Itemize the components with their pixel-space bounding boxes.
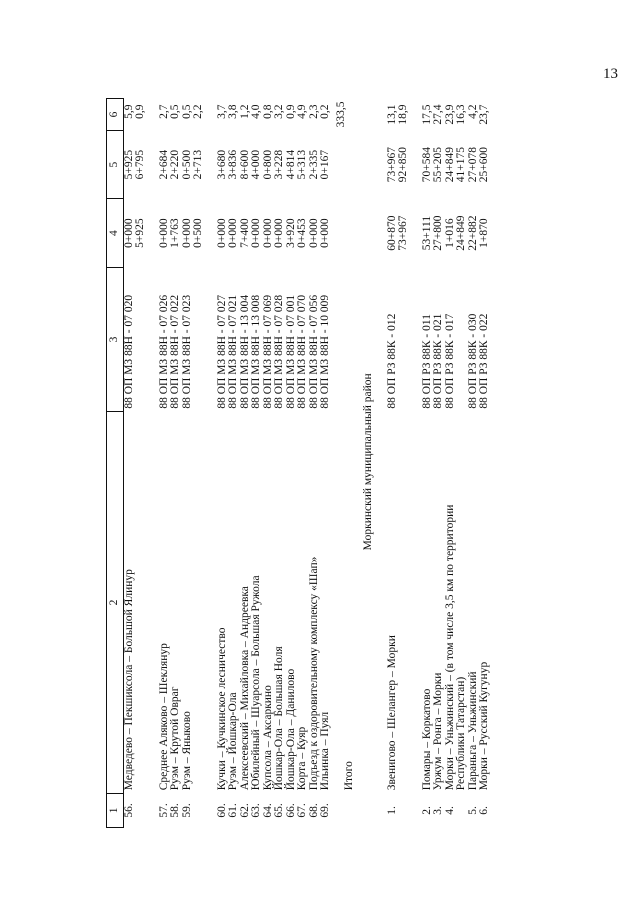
table-row [433,99,445,828]
table-row [445,99,468,828]
end-km [205,130,217,198]
road-name-text: Купсола – Аксаркино [261,685,274,791]
road-name-text: Руэм – Йошкар-Ола [227,692,239,791]
road-name [123,412,147,794]
start-km-line: 0+000 [122,218,135,248]
end-km [170,130,182,198]
end-km-line: 92+850 [397,146,409,183]
table-row [170,99,182,828]
start-km [170,199,182,267]
table-row-spacer [410,99,422,828]
end-km [297,130,309,198]
road-name [251,412,263,794]
length-km-line: 0,9 [134,104,146,119]
road-code: 88 ОП МЗ 88Н - 13 008 [250,294,262,409]
length-km-line: 2,3 [307,104,320,119]
length-km [123,99,147,131]
row-number: 6. [478,806,490,815]
road-code: 88 ОП РЗ 88К - 022 [478,313,490,409]
start-km [445,199,468,267]
table-row [182,99,205,828]
length-km [479,99,491,131]
road-name [320,412,332,794]
end-km-line: 3+836 [227,149,239,180]
road-code: 88 ОП МЗ 88Н - 07 056 [307,294,320,409]
start-km-line: 0+000 [261,218,274,248]
road-name [387,412,410,794]
length-km-line: 16,3 [455,104,467,125]
road-name [205,412,217,794]
start-km-line: 0+000 [250,218,262,248]
road-name-text: Руэм – Крутой Овраг [169,686,181,791]
row-number: 63. [250,803,262,818]
road-name-text: Йошкар-Ола – Большая Ноля [273,646,285,791]
end-km-line: 73+967 [385,146,398,183]
length-km [445,99,468,131]
start-km-line: 24+849 [455,215,467,251]
start-km [147,199,159,267]
length-km-line: 0,9 [284,104,297,119]
table-row [123,99,147,828]
road-name [479,412,491,794]
length-km-line: 5,9 [122,104,135,119]
length-km-line: 3,7 [215,104,228,119]
road-code: 88 ОП РЗ 88К - 017 [443,313,456,409]
row-number: 3. [432,806,444,815]
road-name-text: Юбилейный – Шуарсола – Большая Ружола [250,575,262,791]
row-number [410,793,422,827]
start-km [433,199,445,267]
table-row [297,99,309,828]
end-km [251,130,263,198]
end-km-line: 55+205 [432,146,444,183]
end-km-line: 2+684 [157,149,170,180]
road-code [147,267,159,411]
end-km-line: 4+000 [250,149,262,180]
row-number: 57. [157,803,170,818]
length-km-line: 1,2 [238,104,251,119]
road-name [228,412,240,794]
length-km-line: 23,9 [443,104,456,125]
length-km-line: 4,9 [296,104,308,119]
end-km-line: 4+814 [284,149,297,180]
end-km-line: 5+313 [296,149,308,180]
row-number: 4. [443,806,456,815]
end-km [387,130,410,198]
length-km-line: 23,7 [478,104,490,125]
end-km [433,130,445,198]
start-km-line: 0+000 [307,218,320,248]
row-number: 68. [307,803,320,818]
table-header [107,99,124,828]
row-number: 67. [296,803,308,818]
road-name-text: Йошкар-Ола – Данилово [284,668,297,791]
end-km [123,130,147,198]
start-km [410,199,422,267]
road-name-text: Алексеевский – Михайловка – Андреевка [238,586,251,791]
road-name [147,412,159,794]
row-number: 60. [215,803,228,818]
rotated-table-wrapper [106,98,634,828]
table-row [479,99,491,828]
page-number: 13 [603,66,618,82]
road-name-text: Руэм – Яныково [180,711,193,791]
road-name-text: Параньга – Уньжинский [466,671,479,791]
table-row [320,99,332,828]
start-km-line: 0+000 [215,218,228,248]
start-km-line: 1+870 [478,218,490,248]
length-km [182,99,205,131]
start-km-line: 0+000 [157,218,170,248]
row-number: 1. [385,806,398,815]
road-name [297,412,309,794]
road-code: 88 ОП РЗ 88К - 012 [385,313,398,409]
start-km-line: 3+920 [284,218,297,248]
end-km-line: 25+600 [478,146,490,183]
end-km [147,130,159,198]
start-km-line: 1+763 [169,218,181,248]
start-km [274,199,286,267]
road-name-text: Помары – Коркатово [420,688,433,791]
road-name [445,412,468,794]
end-km-line: 2+335 [307,149,320,180]
row-number: 66. [284,803,297,818]
length-km [251,99,263,131]
road-name-text: Уржум – Ронга – Морки [432,672,444,791]
length-km [320,99,332,131]
end-km [479,130,491,198]
road-name-text: Корта – Куяр [296,726,308,791]
end-km [274,130,286,198]
length-km [228,99,240,131]
start-km [320,199,332,267]
start-km [479,199,491,267]
length-km [387,99,410,131]
road-name [170,412,182,794]
road-code [410,267,422,411]
road-name [410,412,422,794]
length-km-line: 17,5 [420,104,433,125]
table-row-spacer [205,99,217,828]
road-code: 88 ОП МЗ 88Н - 07 021 [227,294,239,409]
road-name-text: Медведево – Пекшиксола – Большой Ялинур [122,569,135,791]
end-km [320,130,332,198]
road-name-text: Морки – Русский Кугунур [478,661,490,791]
end-km-line: 0+167 [319,149,331,180]
length-km-line: 13,1 [385,104,398,125]
length-km-line: 2,2 [192,104,204,119]
header-col-6: 6 [107,99,124,131]
length-km-line: 4,2 [466,104,479,119]
road-name-text: Звенигово – Шелангер – Морки [385,635,398,791]
end-km-line: 3+680 [215,149,228,180]
end-km [228,130,240,198]
length-km-line: 0,5 [180,104,193,119]
end-km [182,130,205,198]
road-code: 88 ОП МЗ 88Н - 07 020 [122,294,135,409]
total-value: 333,5 [334,101,347,128]
road-code: 88 ОП МЗ 88Н - 07 028 [273,294,285,409]
table-row [387,99,410,828]
start-km-line: 53+111 [420,215,433,251]
length-km [147,99,159,131]
road-name [182,412,205,794]
length-km [205,99,217,131]
row-number: 62. [238,803,251,818]
end-km-line: 8+600 [238,149,251,180]
section-title: Моркинский муниципальный район [362,373,374,551]
length-km [433,99,445,131]
road-name-text: Среднее Аляково – Шеклянур [157,643,170,791]
end-km-line: 6+795 [134,149,146,180]
end-km-line: 2+220 [169,149,181,180]
row-number [205,793,217,827]
header-col-3: 3 [107,267,124,411]
row-number: 5. [466,806,479,815]
length-km [410,99,422,131]
row-number: 56. [122,803,135,818]
start-km-line: 0+000 [227,218,239,248]
start-km-line: 0+000 [180,218,193,248]
row-number: 64. [261,803,274,818]
row-number [147,793,159,827]
road-name-text: Ильинка – Пуял [319,711,331,791]
row-number: 58. [169,803,181,818]
start-km-line: 7+400 [238,218,251,248]
start-km-line: 0+000 [273,218,285,248]
road-name-text: Морки – Уньжинский – (в том числе 3,5 км по территории [443,504,456,791]
row-number: 61. [227,803,239,818]
end-km [445,130,468,198]
road-code: 88 ОП МЗ 88Н - 07 001 [284,294,297,409]
row-number: 2. [420,806,433,815]
row-number: 69. [319,803,331,818]
end-km-line: 3+228 [273,149,285,180]
length-km-line: 2,7 [157,104,170,119]
length-km-line: 0,8 [261,104,274,119]
start-km-line: 22+882 [466,215,479,251]
start-km-line: 60+870 [385,215,398,251]
header-col-2: 2 [107,412,124,794]
total-label: Итого [342,761,355,791]
table-row [274,99,286,828]
start-km [228,199,240,267]
end-km-line: 41+175 [455,146,467,183]
table-total [332,99,387,828]
table-body-group-1 [123,99,332,828]
table-row [228,99,240,828]
road-code: 88 ОП МЗ 88Н - 10 009 [319,294,331,409]
road-code: 88 ОП МЗ 88Н - 07 070 [296,294,308,409]
row-number: 59. [180,803,193,818]
table-body-group-2 [387,99,491,828]
start-km [387,199,410,267]
table-row [251,99,263,828]
row-number: 65. [273,803,285,818]
start-km [297,199,309,267]
road-name [433,412,445,794]
road-code: 88 ОП РЗ 88К - 011 [420,314,433,409]
header-col-1: 1 [107,793,124,827]
road-code: 88 ОП МЗ 88Н - 07 027 [215,294,228,409]
length-km-line: 3,2 [273,104,285,119]
road-code: 88 ОП МЗ 88Н - 07 023 [180,294,193,409]
length-km [274,99,286,131]
road-name-text: Подъезд к оздоровительному комплексу «Шап» [307,556,320,791]
road-code: 88 ОП МЗ 88Н - 07 069 [261,294,274,409]
length-km [170,99,182,131]
length-km-line: 0,2 [319,104,331,119]
length-km-line: 0,5 [169,104,181,119]
road-name-text: Кучки – Кучкинское лесничество [215,627,228,791]
start-km-line: 0+000 [319,218,331,248]
road-name-text-cont: Республики Татарстан) [455,676,467,791]
header-col-5: 5 [107,130,124,198]
table-row-spacer [147,99,159,828]
start-km [205,199,217,267]
road-name [274,412,286,794]
end-km-line: 0+500 [180,149,193,180]
start-km-line: 27+800 [432,215,444,251]
table-row [286,99,298,828]
end-km-line: 70+584 [420,146,433,183]
end-km-line: 24+849 [443,146,456,183]
road-code: 88 ОП РЗ 88К - 030 [466,313,479,409]
start-km [123,199,147,267]
roads-table [106,98,491,828]
start-km [182,199,205,267]
road-code: 88 ОП РЗ 88К - 021 [432,313,444,409]
end-km-line: 0+800 [261,149,274,180]
start-km-line: 5+925 [134,218,146,248]
length-km-line: 18,9 [397,104,409,125]
start-km-line: 0+500 [192,218,204,248]
road-code: 88 ОП МЗ 88Н - 13 004 [238,294,251,409]
length-km-line: 4,0 [250,104,262,119]
start-km-line: 1+016 [443,218,456,248]
end-km [410,130,422,198]
length-km-line: 3,8 [227,104,239,119]
end-km-line: 2+713 [192,149,204,180]
start-km [251,199,263,267]
start-km-line: 0+453 [296,218,308,248]
road-code [205,267,217,411]
road-code: 88 ОП МЗ 88Н - 07 022 [169,294,181,409]
end-km-line: 27+078 [466,146,479,183]
road-code: 88 ОП МЗ 88Н - 07 026 [157,294,170,409]
length-km [297,99,309,131]
header-col-4: 4 [107,199,124,267]
start-km-line: 73+967 [397,215,409,251]
end-km-line: 5+925 [122,149,135,180]
length-km-line: 27,4 [432,104,444,125]
